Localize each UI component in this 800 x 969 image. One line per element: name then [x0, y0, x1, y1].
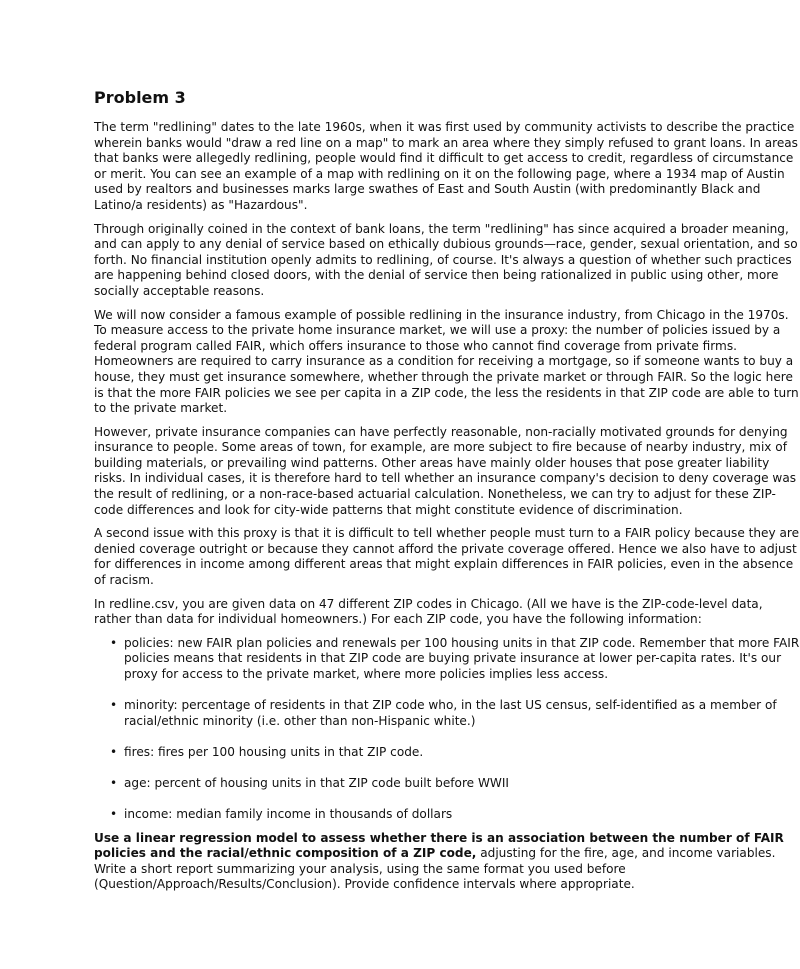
paragraph-second-issue: A second issue with this proxy is that it is difficult to tell whether people must turn to a FAIR policy because they are denied coverage outright or because they cannot afford the private coverage offered. Hence we also have to adjust for differences in income among different areas that might explain differences in FAIR policies, even in the absence of racism.	[94, 526, 800, 588]
list-item-text: policies: new FAIR plan policies and renewals per 100 housing units in that ZIP code. Remember that more FAIR policies means that residents in that ZIP code are buying private insurance at lower per-capita rates. It's our proxy for access to the private market, where more policies implies less access.	[124, 635, 800, 681]
paragraph-insurance-example: We will now consider a famous example of possible redlining in the insurance industry, from Chicago in the 1970s. To measure access to the private home insurance market, we will use a proxy: the number of policies issued by a federal program called FAIR, which offers insurance to those who cannot find coverage from private firms. Homeowners are required to carry insurance as a condition for receiving a mortgage, so if someone wants to buy a house, they must get insurance somewhere, whether through the private market or through FAIR. So the logic here is that the more FAIR policies we see per capita in a ZIP code, the less the residents in that ZIP code are able to turn to the private market.	[94, 307, 799, 416]
list-item-text: fires: fires per 100 housing units in that ZIP code.	[124, 744, 424, 759]
bullet-icon: •	[110, 807, 118, 822]
bullet-icon: •	[110, 698, 118, 713]
list-item	[110, 698, 800, 729]
paragraph-reasonable-grounds: However, private insurance companies can have perfectly reasonable, non-racially motivated grounds for denying insurance to people. Some areas of town, for example, are more subject to fire because of nearby industry, mix of building materials, or prevailing wind patterns. Other areas have mainly older houses that pose greater liability risks. In individual cases, it is therefore hard to tell whether an insurance company's decision to deny coverage was the result of redlining, or a non-race-based actuarial calculation. Nonetheless, we can try to adjust for these ZIP-code differences and look for city-wide patterns that might constitute evidence of discrimination.	[94, 424, 797, 517]
paragraph-data-description: In redline.csv, you are given data on 47 different ZIP codes in Chicago. (All we have is the ZIP-code-level data, rather than data for individual homeowners.) For each ZIP code, you have the following information:	[94, 596, 763, 627]
bullet-icon: •	[110, 776, 118, 791]
bullet-icon: •	[110, 744, 118, 759]
list-item-text: minority: percentage of residents in that ZIP code who, in the last US census, self-identified as a member of racial/ethnic minority (i.e. other than non-Hispanic white.)	[124, 698, 777, 728]
list-item	[110, 636, 800, 683]
paragraph-redlining-origin: The term "redlining" dates to the late 1960s, when it was first used by community activists to describe the practice wherein banks would "draw a red line on a map" to mark an area where they simply refused to grant loans. In areas that banks were allegedly redlining, people would find it difficult to get access to credit, regardless of circumstance or merit. You can see an example of a map with redlining on it on the following page, where a 1934 map of Austin used by realtors and businesses marks large swathes of East and South Austin (with predominantly Black and Latino/a residents) as "Hazardous".	[94, 120, 798, 212]
list-item-text: income: median family income in thousands of dollars	[124, 807, 453, 822]
list-item	[110, 776, 800, 792]
task-instructions-bold: Use a linear regression model to assess whether there is an association between the number of FAIR policies and the racial/ethnic composition of a ZIP code,	[94, 830, 784, 861]
paragraph-broader-meaning: Through originally coined in the context of bank loans, the term "redlining" has since acquired a broader meaning, and can apply to any denial of service based on ethically dubious grounds—race, gender, sexual orientation, and so forth. No financial institution openly admits to redlining, of course. It's always a question of whether such practices are happening behind closed doors, with the denial of service then being rationalized in public using other, more socially acceptable reasons.	[94, 221, 798, 298]
document-page	[94, 88, 800, 901]
bullet-icon: •	[110, 635, 118, 650]
task-instructions	[94, 831, 800, 893]
list-item	[110, 807, 800, 823]
list-item	[110, 745, 800, 761]
page-title: Problem 3	[94, 88, 186, 107]
variable-list	[94, 636, 800, 823]
list-item-text: age: percent of housing units in that ZIP code built before WWII	[124, 776, 509, 791]
task-instructions-rest: adjusting for the fire, age, and income variables. Write a short report summarizing your analysis, using the same format you used before (Question/Approach/Results/Conclusion). Provide confidence intervals where appropriate.	[94, 846, 776, 892]
